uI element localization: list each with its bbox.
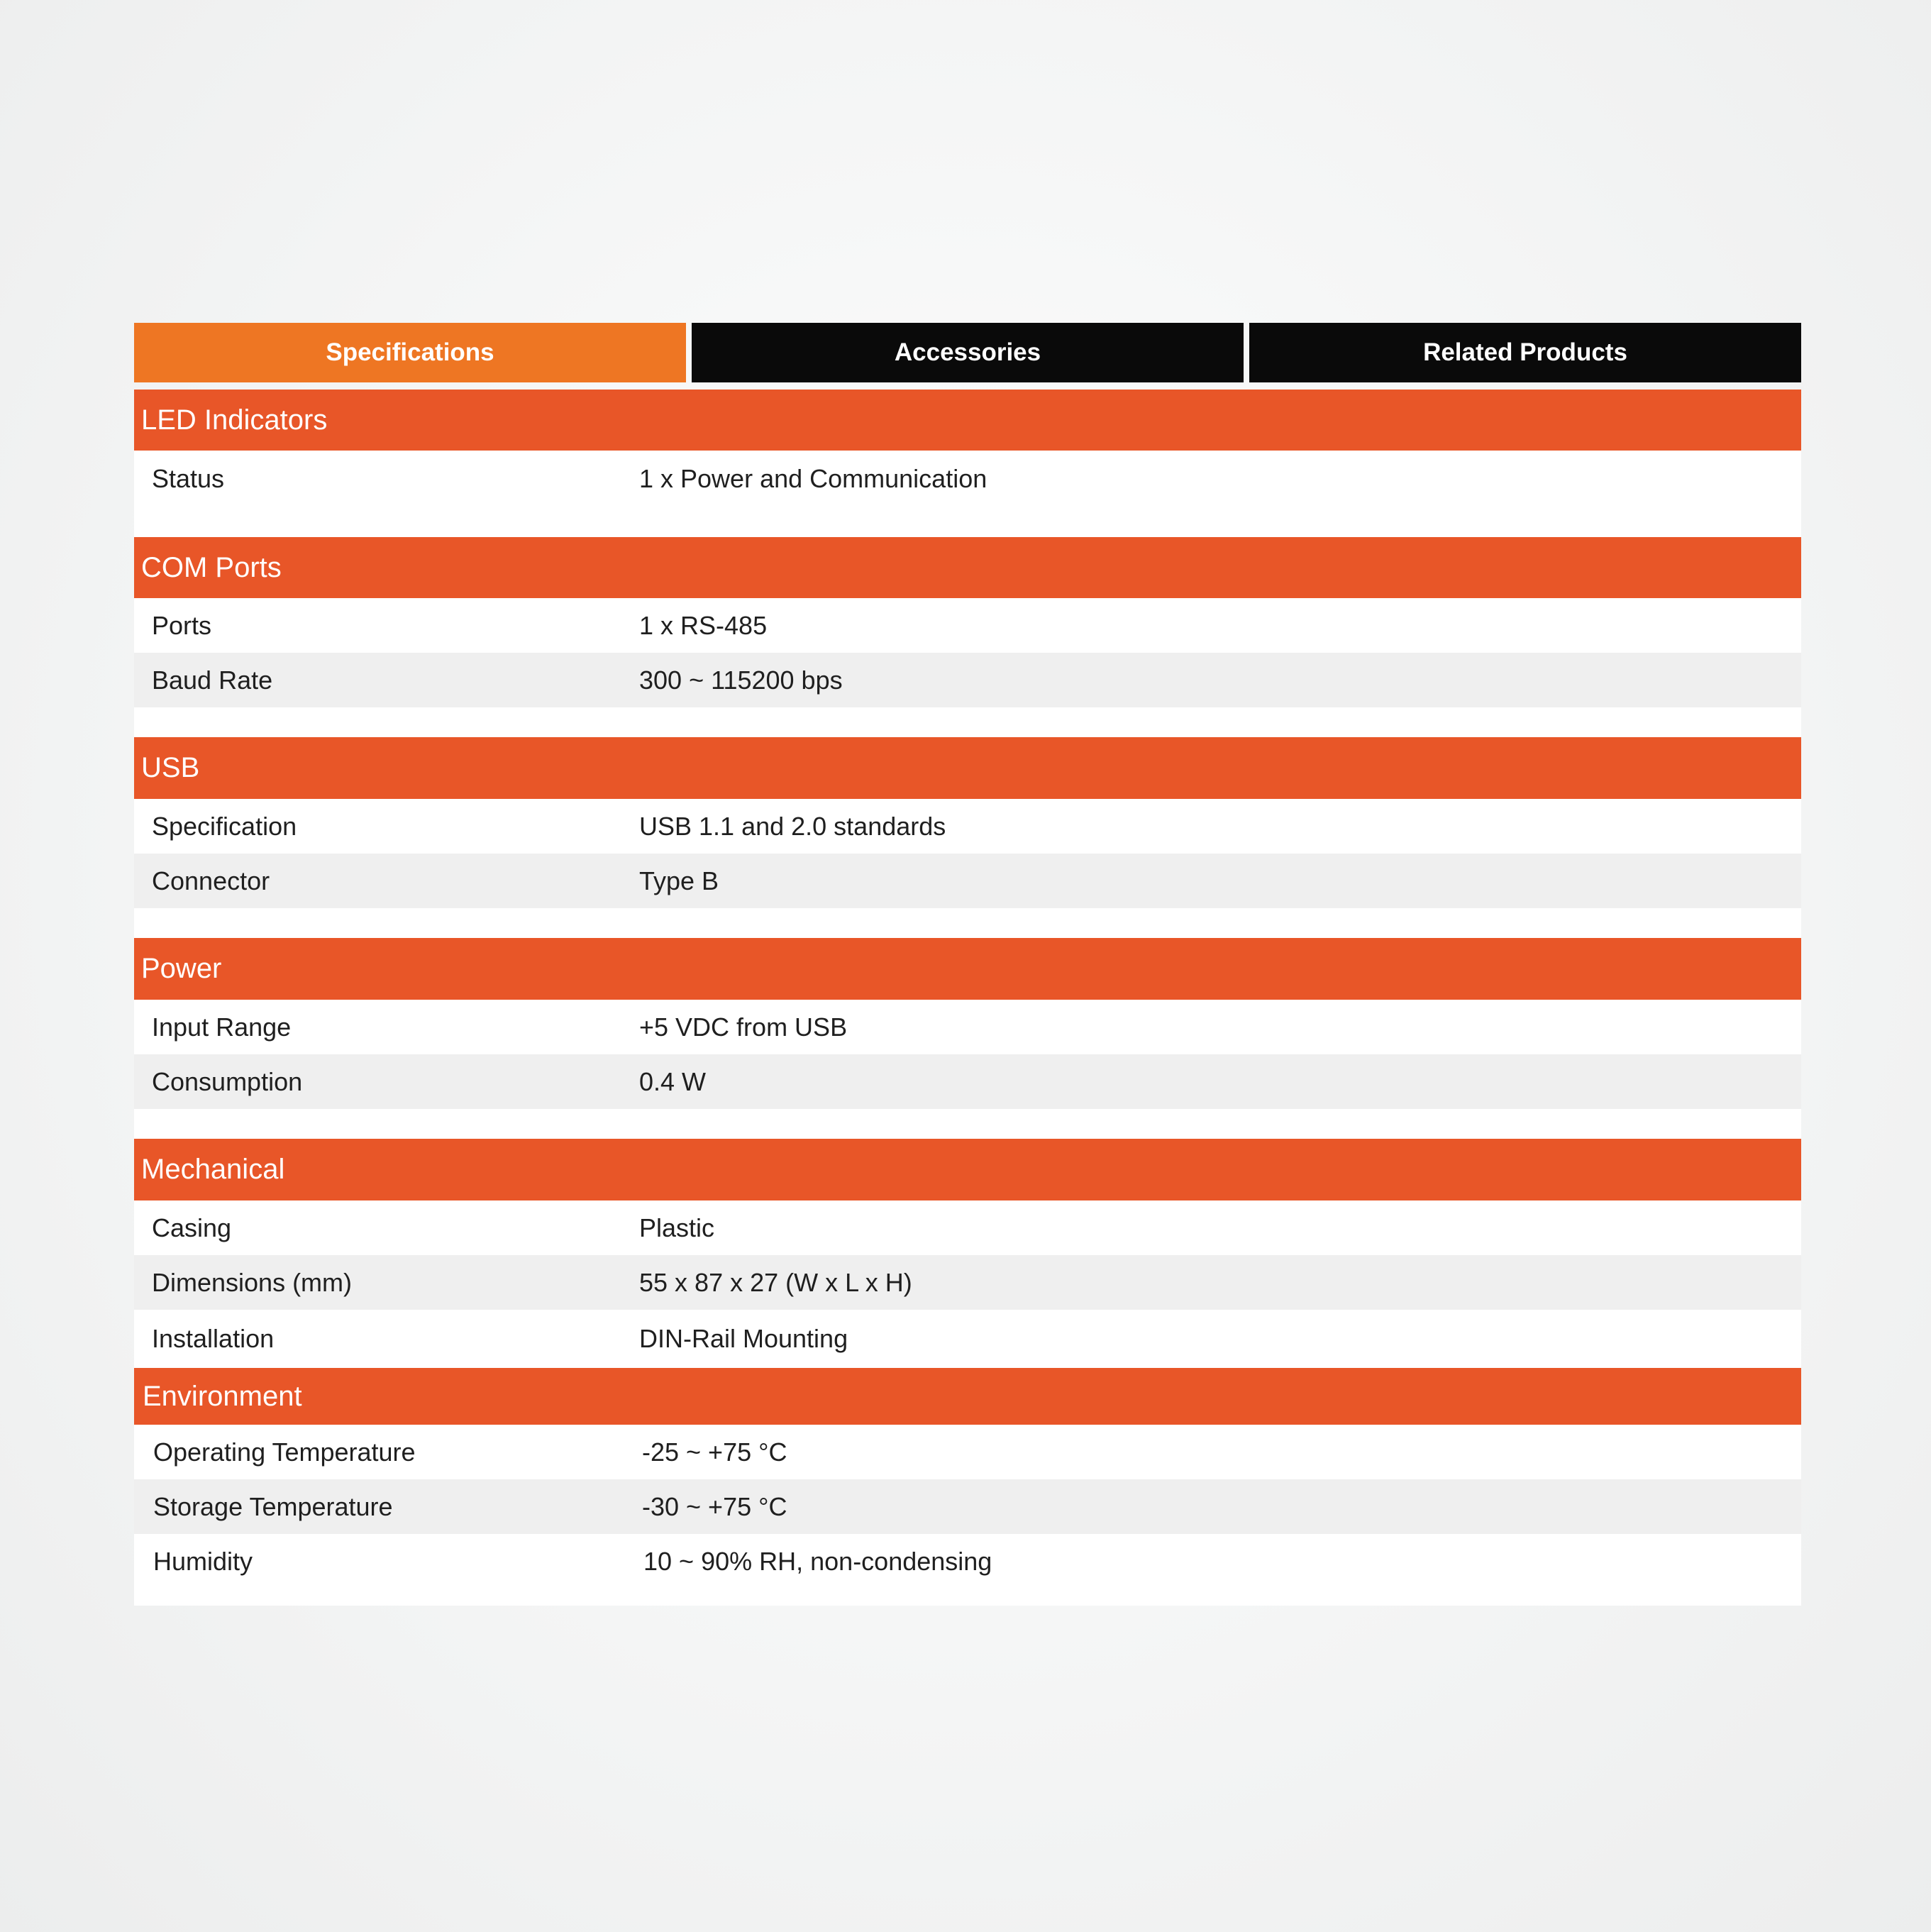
spec-value: 1 x Power and Communication — [639, 464, 987, 493]
section-header: Power — [134, 938, 1801, 1000]
spec-value: DIN-Rail Mounting — [639, 1324, 848, 1353]
section-spacer — [134, 908, 1801, 938]
section-environment — [134, 1368, 1801, 1606]
section-header: USB — [134, 737, 1801, 799]
spec-value: 10 ~ 90% RH, non-condensing — [643, 1546, 992, 1576]
spec-value: Type B — [639, 866, 719, 895]
section-usb — [134, 737, 1801, 938]
spec-value: 55 x 87 x 27 (W x L x H) — [639, 1267, 912, 1297]
section-com-ports — [134, 537, 1801, 737]
spec-value: -30 ~ +75 °C — [642, 1491, 787, 1521]
spec-label: Specification — [152, 811, 297, 841]
spec-row — [134, 1255, 1801, 1310]
spec-value: 0.4 W — [639, 1066, 707, 1096]
spec-label: Input Range — [152, 1012, 292, 1042]
spec-row — [134, 799, 1801, 854]
spec-label: Casing — [152, 1213, 232, 1242]
tab-bar — [134, 323, 1801, 382]
section-header: COM Ports — [134, 537, 1801, 598]
spec-row — [134, 1310, 1801, 1368]
spec-row — [134, 598, 1801, 653]
spec-row — [134, 1054, 1801, 1109]
spec-row — [134, 1479, 1801, 1534]
spec-value: Plastic — [639, 1213, 715, 1242]
spec-row — [134, 653, 1801, 707]
section-header: Mechanical — [134, 1139, 1801, 1200]
tab-related-products[interactable]: Related Products — [1249, 323, 1801, 382]
section-header: LED Indicators — [134, 390, 1801, 451]
spec-label: Dimensions (mm) — [152, 1267, 353, 1297]
section-power — [134, 938, 1801, 1139]
spec-label: Storage Temperature — [153, 1491, 393, 1521]
spec-row — [134, 1425, 1801, 1479]
section-led-indicators — [134, 390, 1801, 537]
spec-row — [134, 1000, 1801, 1054]
spec-label: Operating Temperature — [153, 1437, 416, 1467]
spec-label: Baud Rate — [152, 665, 273, 695]
section-spacer — [134, 1589, 1801, 1606]
tab-accessories[interactable]: Accessories — [692, 323, 1244, 382]
section-header: Environment — [134, 1368, 1801, 1425]
spec-row — [134, 1534, 1801, 1589]
spec-label: Installation — [152, 1324, 275, 1353]
section-spacer — [134, 707, 1801, 737]
spec-label: Consumption — [152, 1066, 303, 1096]
spec-value: USB 1.1 and 2.0 standards — [639, 811, 946, 841]
spec-row — [134, 1200, 1801, 1255]
section-spacer — [134, 1109, 1801, 1139]
spec-label: Ports — [152, 610, 212, 640]
spec-panel — [134, 323, 1801, 1606]
spec-row — [134, 854, 1801, 908]
spec-row — [134, 451, 1801, 507]
spec-label: Humidity — [153, 1546, 253, 1576]
spec-value: 1 x RS-485 — [639, 610, 768, 640]
section-mechanical — [134, 1139, 1801, 1368]
spec-value: -25 ~ +75 °C — [642, 1437, 787, 1467]
spec-label: Connector — [152, 866, 270, 895]
spec-label: Status — [152, 464, 225, 493]
tab-specifications[interactable]: Specifications — [134, 323, 686, 382]
spec-value: 300 ~ 115200 bps — [639, 665, 843, 695]
section-spacer — [134, 507, 1801, 537]
spec-value: +5 VDC from USB — [639, 1012, 848, 1042]
